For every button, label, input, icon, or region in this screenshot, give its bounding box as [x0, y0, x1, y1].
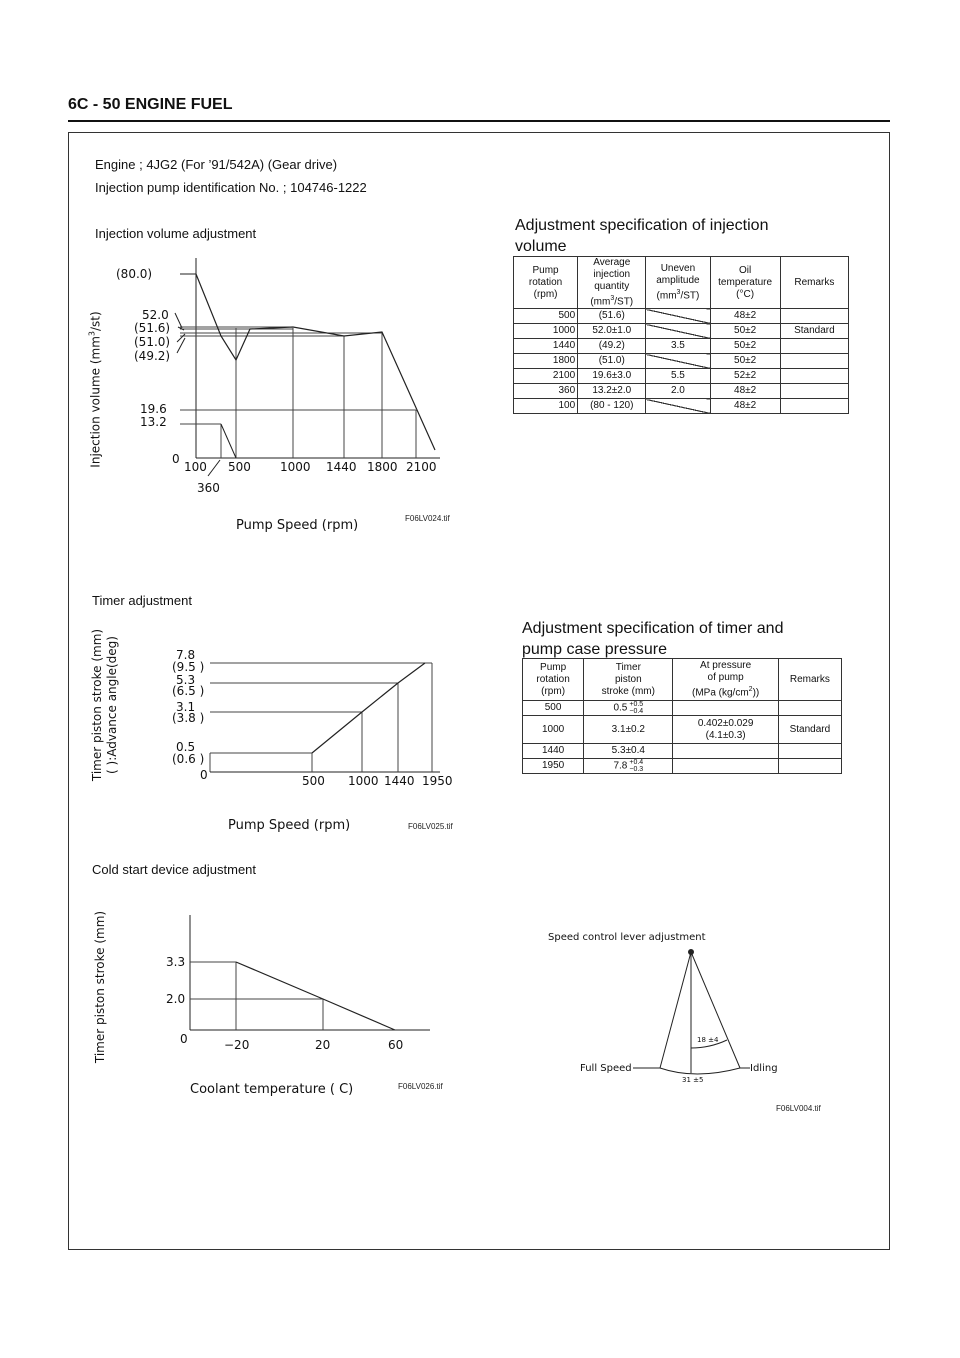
cell-remarks	[780, 384, 848, 399]
timer-spec-header-row	[523, 659, 842, 701]
inj-ytick-52: 52.0	[142, 308, 169, 322]
col-pump-rotation	[523, 659, 584, 701]
lever-idling-label: Idling	[750, 1063, 778, 1074]
cold-section-label: Cold start device adjustment	[92, 862, 257, 877]
inj-xtick-1000: 1000	[280, 460, 311, 474]
hdr-text: (mm	[590, 296, 611, 308]
cell-uneven: 5.5	[646, 369, 710, 384]
cell-rpm: 1000	[514, 324, 578, 339]
table-row	[514, 369, 849, 384]
col-timer-stroke	[584, 659, 673, 701]
table-row	[523, 701, 842, 716]
cell-oil: 48±2	[710, 384, 780, 399]
cold-ytick-3-3: 3.3	[166, 955, 186, 969]
cell-avg: 13.2±2.0	[578, 384, 646, 399]
cell-remarks	[778, 759, 841, 774]
hdr-text: quantity	[594, 281, 630, 292]
hdr-text: Pump	[532, 264, 559, 276]
hdr-text: temperature	[718, 276, 773, 288]
inj-xtick-2100: 2100	[406, 460, 437, 474]
hdr-text: of pump	[707, 671, 744, 683]
injection-x-axis-label: Pump Speed (rpm)	[236, 518, 359, 533]
inj-xtick-1440: 1440	[326, 460, 357, 474]
cell-rpm: 500	[514, 309, 578, 324]
tolerance-upper: +0.4	[629, 759, 644, 766]
cell-avg: 19.6±3.0	[578, 369, 646, 384]
hdr-text: (°C)	[736, 288, 755, 300]
cold-chart-svg	[80, 900, 480, 1110]
hdr-sup: 3	[610, 295, 615, 302]
hdr-text: At pressure	[700, 659, 752, 671]
hdr-text: rotation	[528, 276, 563, 288]
cold-ytick-0: 0	[180, 1032, 188, 1046]
hdr-sup: 2	[748, 685, 753, 693]
injection-y-axis-label	[85, 292, 105, 492]
injection-spec-header-row	[514, 257, 849, 309]
cell-rpm: 500	[523, 701, 584, 716]
cell-rpm: 1800	[514, 354, 578, 369]
cell-uneven: 2.0	[646, 384, 710, 399]
cell-pressure	[673, 716, 778, 744]
col-remarks: Remarks	[780, 257, 848, 309]
cell-pressure	[673, 759, 778, 774]
col-remarks: Remarks	[778, 659, 841, 701]
inj-ytick-51-6: (51.6)	[134, 321, 171, 335]
stroke-value: 3.1±0.2	[611, 723, 645, 735]
table-row	[514, 324, 849, 339]
col-pump-pressure	[673, 659, 778, 701]
cell-rpm: 1000	[523, 716, 584, 744]
col-uneven-amplitude	[646, 257, 710, 309]
hdr-text: rotation	[536, 673, 570, 685]
hdr-text: (MPa (kg/cm	[691, 687, 749, 699]
cell-oil: 48±2	[710, 309, 780, 324]
cell-oil: 52±2	[710, 369, 780, 384]
injection-spec-body	[514, 309, 849, 414]
inj-xtick-1800: 1800	[367, 460, 398, 474]
injection-spec-title	[515, 215, 815, 257]
pump-id-line: Injection pump identification No. ; 104746-1222	[95, 180, 367, 195]
table-row	[523, 716, 842, 744]
cell-pressure	[673, 744, 778, 759]
cell-rpm: 1440	[514, 339, 578, 354]
hdr-text: Timer	[615, 661, 641, 673]
cell-uneven	[646, 354, 710, 369]
hdr-text: /ST)	[680, 290, 700, 302]
timer-figure-id: F06LV025.tif	[408, 822, 453, 831]
timer-ylabel-line1: Timer piston stroke (mm)	[90, 628, 104, 782]
col-oil-temperature	[710, 257, 780, 309]
cell-rpm: 2100	[514, 369, 578, 384]
cell-uneven	[646, 309, 710, 324]
table-row	[514, 339, 849, 354]
inj-ytick-19-6: 19.6	[140, 402, 167, 416]
hdr-text: Pump	[540, 661, 567, 673]
cell-remarks	[780, 354, 848, 369]
cell-remarks	[780, 369, 848, 384]
timer-spec-body	[523, 701, 842, 774]
timer-spec-title-line1: Adjustment specification of timer and	[522, 620, 784, 637]
cell-oil: 50±2	[710, 339, 780, 354]
table-row	[514, 384, 849, 399]
timer-adjustment-chart	[80, 620, 480, 840]
hdr-sup: 3	[676, 289, 681, 296]
stroke-tolerance	[629, 759, 643, 773]
hdr-text: (rpm)	[533, 288, 558, 300]
inj-ytick-13-2: 13.2	[140, 415, 167, 429]
cell-avg: 52.0±1.0	[578, 324, 646, 339]
cell-uneven	[646, 399, 710, 414]
table-row	[514, 399, 849, 414]
tolerance-upper: +0.5	[629, 701, 644, 708]
hdr-text: (rpm)	[541, 685, 566, 697]
table-row	[523, 759, 842, 774]
cell-uneven	[646, 324, 710, 339]
stroke-value: 7.8	[613, 760, 628, 772]
inj-ytick-49-2: (49.2)	[134, 349, 171, 363]
timer-section-label: Timer adjustment	[92, 593, 192, 608]
timer-ylabel-line2: ( ):Advance angle(deg)	[105, 636, 119, 774]
timer-y-axis-label	[85, 630, 125, 790]
cold-start-chart	[80, 900, 480, 1110]
hdr-text: Oil	[739, 264, 752, 276]
inj-ytick-0: 0	[172, 452, 180, 466]
timer-ytick-3-8: (3.8 )	[172, 711, 205, 725]
cell-stroke	[584, 716, 673, 744]
timer-chart-svg	[80, 620, 480, 840]
injection-ylabel-sup: 3	[87, 331, 97, 337]
cell-oil: 50±2	[710, 324, 780, 339]
timer-xtick-500: 500	[302, 774, 325, 788]
lever-title: Speed control lever adjustment	[548, 932, 706, 943]
tolerance-lower: −0.4	[629, 708, 644, 715]
hdr-text: /ST)	[614, 296, 634, 308]
timer-spec-title-line2: pump case pressure	[522, 641, 667, 658]
timer-x-axis-label: Pump Speed (rpm)	[228, 818, 351, 833]
hdr-text: Uneven	[660, 263, 696, 274]
pressure-value: 0.402±0.029	[697, 717, 754, 729]
cell-rpm: 1440	[523, 744, 584, 759]
injection-spec-table	[513, 256, 849, 414]
lever-angle-outer: 31 ±5	[682, 1076, 704, 1084]
stroke-value: 0.5	[613, 702, 628, 714]
inj-xtick-360: 360	[197, 481, 220, 495]
timer-ytick-6-5: (6.5 )	[172, 684, 205, 698]
cell-remarks: Standard	[780, 324, 848, 339]
col-average-injection	[578, 257, 646, 309]
cell-pressure	[673, 701, 778, 716]
cold-x-axis-label: Coolant temperature ( C)	[190, 1082, 354, 1097]
cell-stroke	[584, 701, 673, 716]
injection-spec-title-line1: Adjustment specification of injection	[515, 217, 769, 234]
hdr-text: (mm	[656, 290, 677, 302]
injection-figure-id: F06LV024.tif	[405, 514, 450, 523]
table-row	[514, 354, 849, 369]
injection-volume-chart	[80, 250, 480, 540]
timer-ytick-5-3: 5.3	[176, 673, 196, 687]
injection-chart-svg	[80, 250, 480, 540]
speed-lever-diagram	[540, 928, 840, 1118]
table-row	[523, 744, 842, 759]
timer-ytick-9-5: (9.5 )	[172, 660, 205, 674]
cell-rpm: 360	[514, 384, 578, 399]
timer-ytick-3-1: 3.1	[176, 700, 196, 714]
cell-rpm: 1950	[523, 759, 584, 774]
cell-rpm: 100	[514, 399, 578, 414]
timer-xtick-1440: 1440	[384, 774, 415, 788]
cell-oil: 50±2	[710, 354, 780, 369]
inj-xtick-500: 500	[228, 460, 251, 474]
timer-spec-title	[522, 618, 822, 660]
tolerance-lower: −0.3	[629, 766, 644, 773]
page-title: 6C - 50 ENGINE FUEL	[68, 96, 233, 113]
inj-ytick-80: (80.0)	[116, 267, 153, 281]
cell-remarks	[778, 744, 841, 759]
hdr-text: piston	[614, 673, 642, 685]
cold-y-axis-label	[90, 900, 110, 1080]
inj-xtick-100: 100	[184, 460, 207, 474]
stroke-value: 5.3±0.4	[611, 745, 645, 756]
hdr-text: injection	[593, 269, 631, 280]
hdr-text: ))	[752, 687, 760, 699]
cold-xtick-60: 60	[388, 1038, 404, 1052]
cell-oil: 48±2	[710, 399, 780, 414]
timer-xtick-1000: 1000	[348, 774, 379, 788]
cell-remarks	[778, 701, 841, 716]
hdr-text: stroke (mm)	[601, 685, 655, 697]
timer-xtick-1950: 1950	[422, 774, 453, 788]
cell-stroke	[584, 744, 673, 759]
injection-ylabel-tail: /st)	[88, 311, 103, 331]
pressure-kg-value: (4.1±0.3)	[705, 729, 746, 741]
injection-spec-title-line2: volume	[515, 238, 567, 255]
cold-xtick-20: 20	[315, 1038, 331, 1052]
cell-avg: (80 - 120)	[578, 399, 646, 414]
injection-ylabel-text: Injection volume (mm	[88, 336, 103, 468]
timer-ytick-0-5: 0.5	[176, 740, 196, 754]
cold-figure-id: F06LV026.tif	[398, 1082, 443, 1091]
hdr-text: amplitude	[656, 275, 700, 286]
timer-ytick-0-6: (0.6 )	[172, 752, 205, 766]
lever-figure-id: F06LV004.tif	[776, 1104, 821, 1113]
lever-angle-inner: 18 ±4	[697, 1036, 719, 1044]
timer-spec-table	[522, 658, 842, 774]
cell-remarks: Standard	[778, 716, 841, 744]
cold-ytick-2-0: 2.0	[166, 992, 186, 1006]
cell-avg: (51.6)	[578, 309, 646, 324]
cell-remarks	[780, 339, 848, 354]
timer-ytick-7-8: 7.8	[176, 648, 196, 662]
cell-avg: (49.2)	[578, 339, 646, 354]
cold-ylabel-text: Timer piston stroke (mm)	[93, 910, 107, 1064]
cell-stroke	[584, 759, 673, 774]
header-rule	[68, 120, 890, 122]
lever-full-speed-label: Full Speed	[580, 1063, 632, 1074]
hdr-text: Average	[593, 257, 631, 268]
cell-remarks	[780, 399, 848, 414]
cold-xtick-minus20: −20	[224, 1038, 250, 1052]
cell-uneven: 3.5	[646, 339, 710, 354]
col-pump-rotation	[514, 257, 578, 309]
cell-avg: (51.0)	[578, 354, 646, 369]
timer-ytick-0: 0	[200, 768, 208, 782]
stroke-tolerance	[629, 701, 643, 715]
injection-section-label: Injection volume adjustment	[95, 226, 257, 241]
inj-ytick-51-0: (51.0)	[134, 335, 171, 349]
table-row	[514, 309, 849, 324]
cell-remarks	[780, 309, 848, 324]
engine-line: Engine ; 4JG2 (For ’91/542A) (Gear drive)	[95, 157, 338, 172]
